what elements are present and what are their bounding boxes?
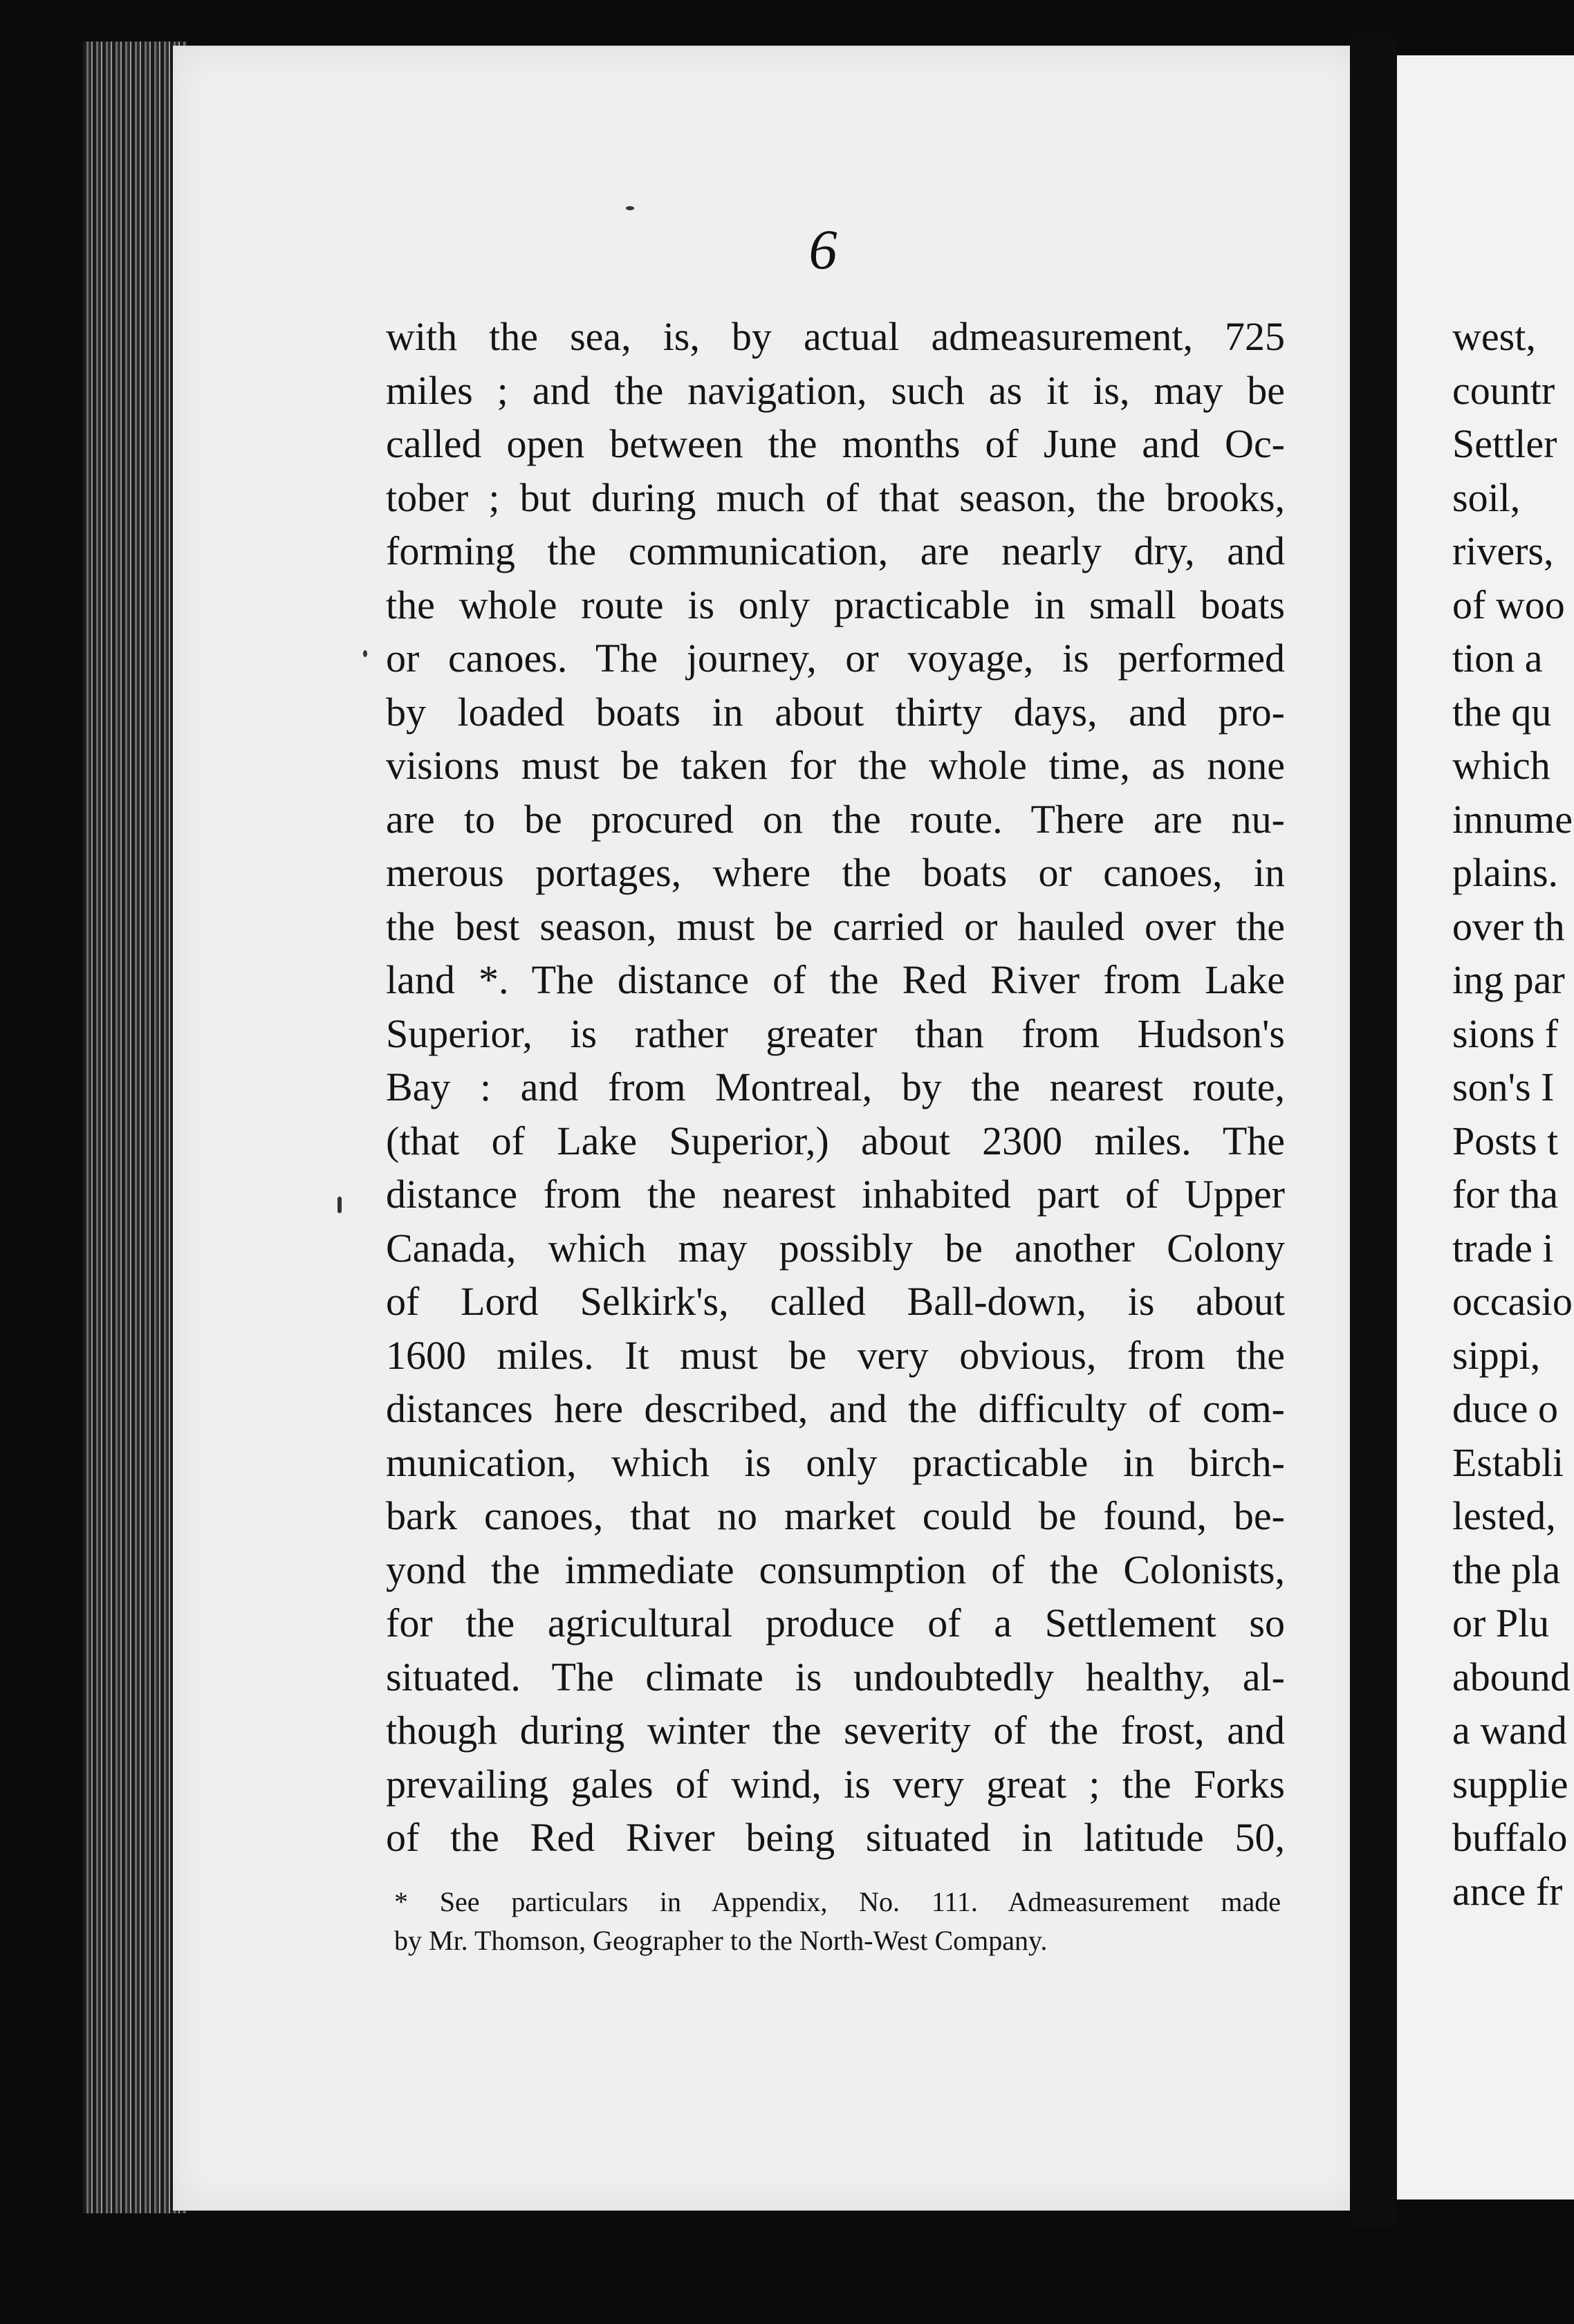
- text-line: though during winter the severity of the frost, and: [386, 1708, 1285, 1753]
- right-text-line: son's I: [1452, 1064, 1555, 1109]
- right-text-line: for tha: [1452, 1172, 1558, 1217]
- text-line: 1600 miles. It must be very obvious, from the: [386, 1332, 1285, 1378]
- text-line: are to be procured on the route. There are nu-: [386, 796, 1285, 842]
- right-text-line: over th: [1452, 903, 1565, 949]
- right-text-line: the pla: [1452, 1547, 1561, 1592]
- right-text-line: or Plu: [1452, 1601, 1550, 1645]
- text-line: tober ; but during much of that season, the brooks,: [386, 474, 1285, 520]
- right-text-line: Posts t: [1452, 1118, 1559, 1163]
- right-text-line: ance fr: [1452, 1868, 1563, 1914]
- text-line: Canada, which may possibly be another Colony: [386, 1225, 1285, 1271]
- text-line: or canoes. The journey, or voyage, is performed: [386, 636, 1285, 681]
- right-text-line: duce o: [1452, 1386, 1558, 1431]
- scan-speck: [363, 650, 367, 657]
- text-line: miles ; and the navigation, such as it is, may be: [386, 367, 1285, 413]
- footnote-line: by Mr. Thomson, Geographer to the North-West Company.: [394, 1925, 1048, 1956]
- scan-speck: [337, 1197, 342, 1213]
- right-text-line: west,: [1452, 314, 1536, 359]
- text-line: (that of Lake Superior,) about 2300 miles. The: [386, 1118, 1285, 1163]
- text-line: by loaded boats in about thirty days, and pro-: [386, 689, 1285, 735]
- right-text-line: buffalo: [1452, 1815, 1568, 1860]
- right-text-line: rivers,: [1452, 528, 1554, 573]
- footnote-line: * See particulars in Appendix, No. 111. Admeasurement made: [394, 1886, 1281, 1917]
- text-line: forming the communication, are nearly dry, and: [386, 528, 1285, 573]
- right-text-line: countr: [1452, 367, 1555, 413]
- text-line: the whole route is only practicable in small boats: [386, 582, 1285, 627]
- right-text-line: plains.: [1452, 850, 1559, 895]
- text-line: called open between the months of June and Oc-: [386, 421, 1285, 466]
- book-gutter: [1350, 35, 1397, 2227]
- text-line: land *. The distance of the Red River from Lake: [386, 957, 1285, 1002]
- body-text: [386, 310, 1285, 1865]
- right-text-line: ing par: [1452, 957, 1565, 1002]
- text-line: with the sea, is, by actual admeasurement, 725: [386, 314, 1285, 359]
- footnote: [394, 1883, 1281, 1960]
- text-line: distance from the nearest inhabited part of Upper: [386, 1172, 1285, 1217]
- text-line: the best season, must be carried or hauled over the: [386, 903, 1285, 949]
- text-line: merous portages, where the boats or canoes, in: [386, 850, 1285, 895]
- right-text-line: trade i: [1452, 1225, 1554, 1271]
- right-text-line: abound: [1452, 1654, 1571, 1699]
- right-text-line: of woo: [1452, 582, 1565, 627]
- page-number: 6: [808, 218, 837, 281]
- right-page-text: [1452, 310, 1574, 1918]
- right-text-line: occasio: [1452, 1279, 1573, 1324]
- right-text-line: the qu: [1452, 689, 1552, 735]
- right-text-line: Establi: [1452, 1439, 1564, 1485]
- text-line: visions must be taken for the whole time, as none: [386, 743, 1285, 788]
- text-line: munication, which is only practicable in birch-: [386, 1439, 1285, 1485]
- right-text-line: soil,: [1452, 474, 1521, 520]
- right-text-line: sippi,: [1452, 1332, 1541, 1378]
- text-line: yond the immediate consumption of the Colonists,: [386, 1547, 1285, 1592]
- text-line: for the agricultural produce of a Settlement so: [386, 1601, 1285, 1645]
- right-text-line: a wand: [1452, 1708, 1567, 1753]
- text-line: of Lord Selkirk's, called Ball-down, is about: [386, 1279, 1285, 1324]
- text-line: prevailing gales of wind, is very great ; the Forks: [386, 1761, 1285, 1807]
- right-text-line: tion a: [1452, 636, 1543, 681]
- right-text-line: innume: [1452, 796, 1573, 842]
- scan-speck: [626, 206, 634, 210]
- page-edges: [83, 42, 187, 2213]
- text-line: Superior, is rather greater than from Hudson's: [386, 1011, 1285, 1056]
- right-text-line: supplie: [1452, 1761, 1568, 1807]
- text-line: Bay : and from Montreal, by the nearest route,: [386, 1064, 1285, 1109]
- right-text-line: sions f: [1452, 1011, 1559, 1056]
- text-line: bark canoes, that no market could be found, be-: [386, 1493, 1285, 1538]
- text-line: of the Red River being situated in latitude 50,: [386, 1815, 1285, 1860]
- right-text-line: lested,: [1452, 1493, 1556, 1538]
- right-text-line: which: [1452, 743, 1550, 788]
- text-line: distances here described, and the difficulty of com-: [386, 1386, 1285, 1431]
- text-line: situated. The climate is undoubtedly healthy, al-: [386, 1654, 1285, 1699]
- right-text-line: Settler: [1452, 421, 1557, 466]
